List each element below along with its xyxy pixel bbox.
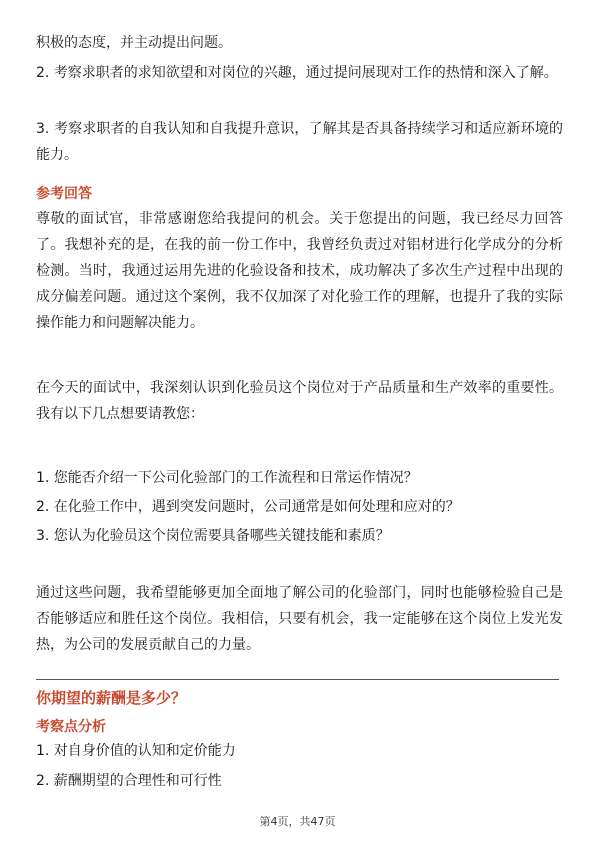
next-question-title: 你期望的薪酬是多少？ — [36, 689, 187, 707]
answer-paragraph-3: 通过这些问题，我希望能够更加全面地了解公司的化验部门，同时也能够检验自己是否能够适应和胜任这个岗位。我相信，只要有机会，我一定能够在这个岗位上发光发热，为公司的发展贡献自己的力量。 — [36, 585, 563, 653]
answer-paragraph-2: 在今天的面试中，我深刻认识到化验员这个岗位对于产品质量和生产效率的重要性。我有以下几点想要请教您： — [36, 380, 563, 422]
question-item-1: 1. 您能否介绍一下公司化验部门的工作流程和日常运作情况？ — [36, 470, 418, 486]
answer-paragraph-1: 尊敬的面试官，非常感谢您给我提问的机会。关于您提出的问题，我已经尽力回答了。我想补充的是，在我的前一份工作中，我曾经负责过对铝材进行化学成分的分析检测。当时，我通过运用先进的化验设备和技术，成功解决了多次生产过程中出现的成分偏差问题。通过这个案例，我不仅加深了对化验工作的理解，也提升了我的实际操作能力和问题解决能力。 — [36, 211, 563, 331]
reference-answer-heading: 参考回答 — [36, 186, 92, 202]
question-item-2: 2. 在化验工作中，遇到突发问题时，公司通常是如何处理和应对的？ — [36, 499, 460, 515]
prev-line-1: 积极的态度，并主动提出问题。 — [36, 35, 232, 51]
prev-point-3: 3. 考察求职者的自我认知和自我提升意识，了解其是否具备持续学习和适应新环境的能力。 — [36, 121, 563, 163]
analysis-point-2: 2. 薪酬期望的合理性和可行性 — [36, 773, 222, 789]
prev-point-2: 2. 考察求职者的求知欲望和对岗位的兴趣，通过提问展现对工作的热情和深入了解。 — [36, 65, 558, 81]
analysis-heading: 考察点分析 — [36, 719, 106, 735]
page-number: 第4页，共47页 — [259, 815, 336, 828]
analysis-point-1: 1. 对自身价值的认知和定价能力 — [36, 743, 236, 759]
question-item-3: 3. 您认为化验员这个岗位需要具备哪些关键技能和素质？ — [36, 528, 390, 544]
section-divider — [36, 679, 559, 680]
